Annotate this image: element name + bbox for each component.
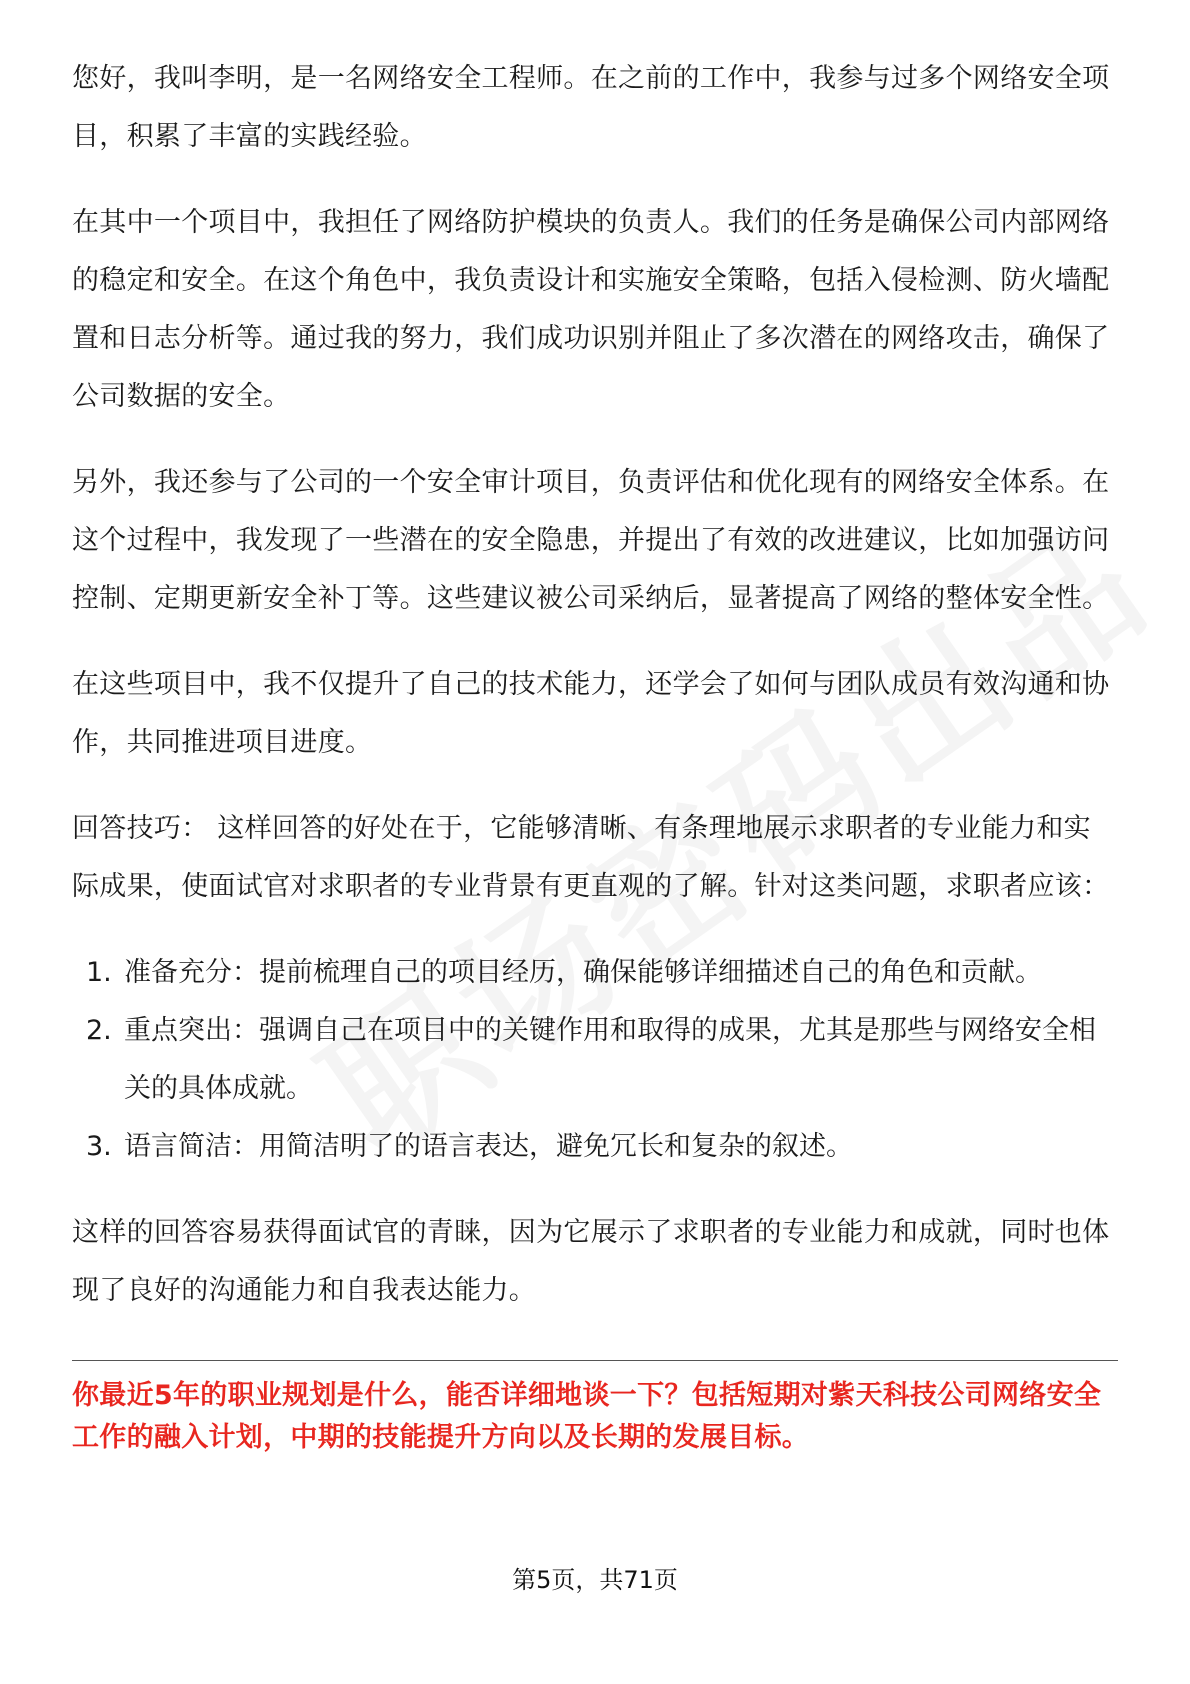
list-item: [72, 944, 1118, 1002]
section-divider: [72, 1360, 1118, 1361]
tips-list: [72, 944, 1118, 1176]
list-number: 1.: [86, 957, 112, 988]
paragraph-project-one: 在其中一个项目中，我担任了网络防护模块的负责人。我们的任务是确保公司内部网络的稳定和安全。在这个角色中，我负责设计和实施安全策略，包括入侵检测、防火墙配置和日志分析等。通过我的努力，我们成功识别并阻止了多次潜在的网络攻击，确保了公司数据的安全。: [72, 207, 1110, 412]
list-item: [72, 1002, 1118, 1118]
paragraph-intro: 您好，我叫李明，是一名网络安全工程师。在之前的工作中，我参与过多个网络安全项目，积累了丰富的实践经验。: [72, 63, 1110, 152]
paragraph-summary: 在这些项目中，我不仅提升了自己的技术能力，还学会了如何与团队成员有效沟通和协作，共同推进项目进度。: [72, 669, 1110, 758]
page-footer: 第5页，共71页: [512, 1566, 678, 1594]
list-number: 3.: [86, 1131, 112, 1162]
list-number: 2.: [86, 1015, 112, 1046]
paragraph-answer-tips: 回答技巧： 这样回答的好处在于，它能够清晰、有条理地展示求职者的专业能力和实际成果，使面试官对求职者的专业背景有更直观的了解。针对这类问题，求职者应该：: [72, 813, 1110, 902]
list-item: [72, 1118, 1118, 1176]
next-question: 你最近5年的职业规划是什么，能否详细地谈一下？包括短期对紫天科技公司网络安全工作的融入计划，中期的技能提升方向以及长期的发展目标。: [72, 1380, 1102, 1453]
list-text: 语言简洁：用简洁明了的语言表达，避免冗长和复杂的叙述。: [124, 1131, 853, 1162]
paragraph-closing: 这样的回答容易获得面试官的青睐，因为它展示了求职者的专业能力和成就，同时也体现了良好的沟通能力和自我表达能力。: [72, 1217, 1110, 1306]
list-text: 重点突出：强调自己在项目中的关键作用和取得的成果，尤其是那些与网络安全相关的具体成就。: [124, 1015, 1096, 1104]
paragraph-project-two: 另外，我还参与了公司的一个安全审计项目，负责评估和优化现有的网络安全体系。在这个过程中，我发现了一些潜在的安全隐患，并提出了有效的改进建议，比如加强访问控制、定期更新安全补丁等。这些建议被公司采纳后，显著提高了网络的整体安全性。: [72, 467, 1110, 614]
document-body: [72, 50, 1118, 1459]
list-text: 准备充分：提前梳理自己的项目经历，确保能够详细描述自己的角色和贡献。: [124, 957, 1042, 988]
